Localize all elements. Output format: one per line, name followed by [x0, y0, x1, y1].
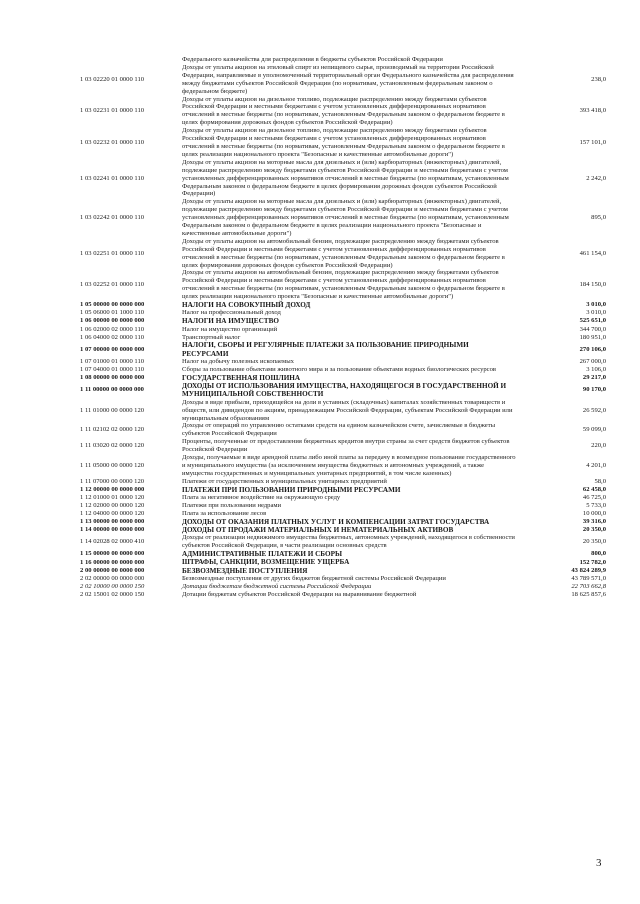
budget-code: 1 11 01000 00 0000 120: [80, 406, 145, 414]
revenue-amount: 800,0: [591, 550, 606, 558]
table-row: [80, 494, 606, 502]
table-row: [80, 382, 606, 399]
budget-code: 1 07 04000 01 0000 110: [80, 365, 145, 373]
table-row: [80, 341, 606, 358]
budget-code: 1 03 02252 01 0000 110: [80, 281, 145, 289]
table-row: [80, 317, 606, 325]
table-row: [80, 518, 606, 526]
budget-code: 1 11 05000 00 0000 120: [80, 461, 145, 469]
table-row: [80, 374, 606, 382]
budget-code: 1 12 02000 00 0000 120: [80, 501, 145, 509]
revenue-description: Доходы от уплаты акцизов на этиловый спирт из непищевого сырья, производимый на территории Российской Федерации, направляемые в уполномоченный территориальный орган Федерального казначейства для распределения между бюджетами субъектов Российской Федерации (по нормативам, установленным федеральным законом о федеральном бюджете): [182, 63, 514, 95]
table-row: [80, 366, 606, 374]
table-row: [80, 64, 606, 96]
revenue-amount: 26 592,0: [582, 406, 606, 414]
revenue-description: Проценты, полученные от предоставления бюджетных кредитов внутри страны за счет средств бюджетов субъектов Российской Федерации: [182, 438, 510, 454]
budget-code: 1 11 03020 02 0000 120: [80, 442, 145, 450]
revenue-amount: 22 703 662,8: [571, 582, 606, 590]
budget-code: 1 06 00000 00 0000 000: [80, 317, 145, 325]
revenue-description: Федерального казначейства для распределения в бюджеты субъектов Российской Федерации: [182, 56, 443, 63]
revenue-amount: 3 106,0: [586, 365, 606, 373]
revenue-description: Доходы в виде прибыли, приходящейся на доли в уставных (складочных) капиталах хозяйственных товариществ и обществ, или дивидендов по акциям, принадлежащим Российской Федерации, субъектам Российской Федерации или муниципальным образованиям: [182, 398, 513, 422]
revenue-amount: 270 106,0: [579, 345, 606, 353]
table-row: [80, 583, 606, 591]
budget-code: 1 06 04000 02 0000 110: [80, 333, 145, 341]
table-row: [80, 510, 606, 518]
revenue-description: Платежи от государственных и муниципальных унитарных предприятий: [182, 477, 387, 485]
revenue-amount: 62 458,0: [582, 485, 606, 493]
budget-code: 1 05 00000 00 0000 000: [80, 301, 145, 309]
revenue-description: ПЛАТЕЖИ ПРИ ПОЛЬЗОВАНИИ ПРИРОДНЫМИ РЕСУРСАМИ: [182, 485, 401, 494]
budget-code: 2 02 10000 00 0000 150: [80, 582, 145, 590]
revenue-description: Дотации бюджетам бюджетной системы Российской Федерации: [182, 582, 372, 590]
revenue-amount: 39 316,0: [582, 517, 606, 525]
table-row: [80, 558, 606, 566]
revenue-amount: 157 101,0: [579, 139, 606, 147]
budget-code: 1 13 00000 00 0000 000: [80, 517, 145, 525]
revenue-description: Доходы от уплаты акцизов на дизельное топливо, подлежащие распределению между бюджетами субъектов Российской Федерации и местными бюджетами с учетом установленных дифференцированных нормативов отчислений в местные бюджеты (по нормативам, установленным Федеральным законом о федеральном бюджете в целях реализации национального проекта "Безопасные и качественные автомобильные дороги"): [182, 127, 505, 158]
budget-code: 1 11 02102 02 0000 120: [80, 426, 145, 434]
table-row: [80, 399, 606, 423]
revenue-description: Дотации бюджетам субъектов Российской Федерации на выравнивание бюджетной: [182, 590, 417, 598]
budget-code: 1 14 02028 02 0000 410: [80, 538, 145, 546]
revenue-description: ДОХОДЫ ОТ ОКАЗАНИЯ ПЛАТНЫХ УСЛУГ И КОМПЕНСАЦИИ ЗАТРАТ ГОСУДАРСТВА: [182, 517, 490, 526]
table-row: [80, 454, 606, 478]
table-row: [80, 238, 606, 270]
revenue-description: НАЛОГИ НА СОВОКУПНЫЙ ДОХОД: [182, 301, 311, 310]
table-row: [80, 486, 606, 494]
table-row: [80, 591, 606, 599]
budget-code: 1 16 00000 00 0000 000: [80, 558, 145, 566]
revenue-description: Доходы от уплаты акцизов на автомобильный бензин, подлежащие распределению между бюджетами субъектов Российской Федерации и местными бюджетами с учетом установленных дифференцированных нормативов отчислений в местные бюджеты (по нормативам, установленным Федеральным законом о федеральном бюджете в целях реализации национального проекта "Безопасные и качественные автомобильные дороги"): [182, 269, 505, 301]
revenue-amount: 59 099,0: [582, 426, 606, 434]
budget-code: 1 11 07000 00 0000 120: [80, 477, 145, 485]
revenue-description: Доходы, получаемые в виде арендной платы либо иной платы за передачу в возмездное пользование государственного и муниципального имущества (за исключением имущества бюджетных и автономных учреждений, а также имущества государственных и муниципальных унитарных предприятий, в том числе казенных): [182, 454, 516, 477]
revenue-description: Налог на имущество организаций: [182, 325, 278, 333]
table-row: [80, 502, 606, 510]
revenue-amount: 393 418,0: [579, 107, 606, 115]
table-row: [80, 575, 606, 583]
budget-code: 1 11 00000 00 0000 000: [80, 386, 144, 394]
revenue-description: Доходы от уплаты акцизов на дизельное топливо, подлежащие распределению между бюджетами субъектов Российской Федерации и местными бюджетами с учетом установленных дифференцированных нормативов отчислений в местные бюджеты (по нормативам, установленным Федеральным законом о федеральном бюджете в целях формирования дорожных фондов субъектов Российской Федерации): [182, 95, 505, 127]
revenue-description: ШТРАФЫ, САНКЦИИ, ВОЗМЕЩЕНИЕ УЩЕРБА: [182, 558, 350, 567]
revenue-description: Налог на добычу полезных ископаемых: [182, 358, 294, 365]
budget-code: 1 06 02000 02 0000 110: [80, 325, 145, 333]
budget-code: 1 07 00000 00 0000 000: [80, 345, 145, 353]
table-row: [80, 567, 606, 575]
table-row: [80, 159, 606, 199]
page-number: 3: [596, 857, 602, 869]
budget-code: 2 02 00000 00 0000 000: [80, 574, 145, 582]
revenue-amount: 29 217,0: [582, 374, 606, 381]
revenue-amount: 43 824 289,9: [571, 566, 606, 574]
revenue-amount: 184 150,0: [579, 281, 606, 289]
budget-code: 1 03 02232 01 0000 110: [80, 139, 145, 147]
revenue-amount: 180 951,0: [579, 333, 606, 341]
revenue-amount: 267 000,0: [579, 358, 606, 365]
table-row: [80, 534, 606, 550]
revenue-amount: 152 782,0: [579, 558, 606, 566]
revenue-description: Доходы от уплаты акцизов на моторные масла для дизельных и (или) карбюраторных (инжекторных) двигателей, подлежащие распределению между бюджетами субъектов Российской Федерации и местными бюджетами с учетом установленных дифференцированных нормативов отчислений в местные бюджеты (по нормативам, установленным Федеральным законом о федеральном бюджете в целях формирования дорожных фондов субъектов Российской Федерации): [182, 158, 509, 198]
budget-code: 1 03 02231 01 0000 110: [80, 107, 145, 115]
revenue-description: ДОХОДЫ ОТ ПРОДАЖИ МАТЕРИАЛЬНЫХ И НЕМАТЕРИАЛЬНЫХ АКТИВОВ: [182, 525, 454, 534]
table-row: [80, 96, 606, 128]
revenue-amount: 3 010,0: [586, 309, 606, 317]
revenue-description: Плата за использование лесов: [182, 509, 267, 517]
revenue-description: Доходы от операций по управлению остатками средств на едином казначейском счете, зачисляемые в бюджеты субъектов Российской Федерации: [182, 422, 496, 438]
budget-code: 2 00 00000 00 0000 000: [80, 566, 145, 574]
table-row: [80, 422, 606, 438]
budget-code: 1 03 02241 01 0000 110: [80, 174, 145, 182]
revenue-amount: 220,0: [591, 442, 606, 450]
revenue-description: Доходы от уплаты акцизов на моторные масла для дизельных и (или) карбюраторных (инжекторных) двигателей, подлежащие распределению между бюджетами субъектов Российской Федерации и местными бюджетами с учетом установленных дифференцированных нормативов отчислений в местные бюджеты (по нормативам, установленным Федеральным законом о федеральном бюджете в целях реализации национального проекта "Безопасные и качественные автомобильные дороги"): [182, 198, 509, 237]
revenue-amount: 18 625 857,6: [571, 590, 606, 598]
revenue-amount: 20 350,0: [582, 526, 606, 534]
revenue-description: НАЛОГИ НА ИМУЩЕСТВО: [182, 317, 279, 326]
table-row: [80, 198, 606, 238]
revenue-description: Плата за негативное воздействие на окружающую среду: [182, 493, 341, 501]
table-row: [80, 301, 606, 309]
revenue-amount: 5 733,0: [586, 501, 606, 509]
revenue-amount: 238,0: [591, 75, 606, 83]
revenue-amount: 4 201,0: [586, 461, 606, 469]
table-row: [80, 550, 606, 558]
revenue-amount: 3 010,0: [586, 301, 606, 309]
table-row: [80, 309, 606, 317]
revenue-description: Доходы от уплаты акцизов на автомобильный бензин, подлежащие распределению между бюджетами субъектов Российской Федерации и местными бюджетами с учетом установленных дифференцированных нормативов отчислений в местные бюджеты (по нормативам, установленным Федеральным законом о федеральном бюджете в целях формирования дорожных фондов субъектов Российской Федерации): [182, 237, 505, 269]
revenue-description: ГОСУДАРСТВЕННАЯ ПОШЛИНА: [182, 373, 301, 382]
budget-code: 1 14 00000 00 0000 000: [80, 526, 145, 534]
revenue-description: Платежи при пользовании недрами: [182, 501, 282, 509]
budget-code: 1 07 01000 01 0000 110: [80, 358, 145, 365]
budget-code: 1 12 01000 01 0000 120: [80, 493, 145, 501]
budget-code: 1 08 00000 00 0000 000: [80, 374, 145, 381]
budget-code: 1 12 00000 00 0000 000: [80, 485, 145, 493]
revenue-amount: 46 725,0: [582, 493, 606, 501]
revenue-description: НАЛОГИ, СБОРЫ И РЕГУЛЯРНЫЕ ПЛАТЕЖИ ЗА ПОЛЬЗОВАНИЕ ПРИРОДНЫМИ РЕСУРСАМИ: [182, 341, 469, 358]
revenue-description: ДОХОДЫ ОТ ИСПОЛЬЗОВАНИЯ ИМУЩЕСТВА, НАХОДЯЩЕГОСЯ В ГОСУДАРСТВЕННОЙ И МУНИЦИПАЛЬНОЙ СОБСТВЕННОСТИ: [182, 382, 507, 399]
revenue-amount: 20 350,0: [582, 538, 606, 546]
table-row: [80, 56, 606, 64]
revenue-amount: 525 651,0: [579, 317, 606, 325]
table-row: [80, 334, 606, 342]
table-row: [80, 526, 606, 534]
revenue-description: Транспортный налог: [182, 333, 241, 341]
revenue-description: АДМИНИСТРАТИВНЫЕ ПЛАТЕЖИ И СБОРЫ: [182, 550, 343, 559]
revenue-description: Доходы от реализации недвижимого имущества бюджетных, автономных учреждений, находящегося в собственности субъектов Российской Федерации, в части реализации основных средств: [182, 534, 515, 550]
revenue-amount: 344 700,0: [579, 325, 606, 333]
budget-code: 1 15 00000 00 0000 000: [80, 550, 145, 558]
revenue-description: Налог на профессиональный доход: [182, 309, 281, 317]
revenue-amount: 10 000,0: [582, 509, 606, 517]
budget-code: 1 12 04000 00 0000 120: [80, 509, 145, 517]
budget-code: 1 05 06000 01 1000 110: [80, 309, 145, 317]
budget-code: 1 03 02251 01 0000 110: [80, 249, 145, 257]
revenue-amount: 895,0: [591, 214, 606, 222]
table-row: [80, 326, 606, 334]
table-row: [80, 127, 606, 159]
table-row: [80, 269, 606, 301]
revenue-table: [80, 56, 606, 599]
budget-code: 1 03 02220 01 0000 110: [80, 75, 145, 83]
revenue-description: БЕЗВОЗМЕЗДНЫЕ ПОСТУПЛЕНИЯ: [182, 566, 308, 575]
revenue-amount: 461 154,0: [579, 249, 606, 257]
budget-code: 2 02 15001 02 0000 150: [80, 590, 145, 598]
revenue-amount: 43 789 571,0: [571, 574, 606, 582]
revenue-description: Безвозмездные поступления от других бюджетов бюджетной системы Российской Федерации: [182, 574, 446, 582]
budget-code: 1 03 02242 01 0000 110: [80, 214, 145, 222]
revenue-amount: 58,0: [594, 477, 606, 485]
table-row: [80, 438, 606, 454]
revenue-description: Сборы за пользование объектами животного мира и за пользование объектами водных биологических ресурсов: [182, 365, 497, 373]
revenue-amount: 2 242,0: [586, 174, 606, 182]
revenue-amount: 90 170,0: [582, 386, 606, 394]
table-row: [80, 478, 606, 486]
table-row: [80, 358, 606, 366]
